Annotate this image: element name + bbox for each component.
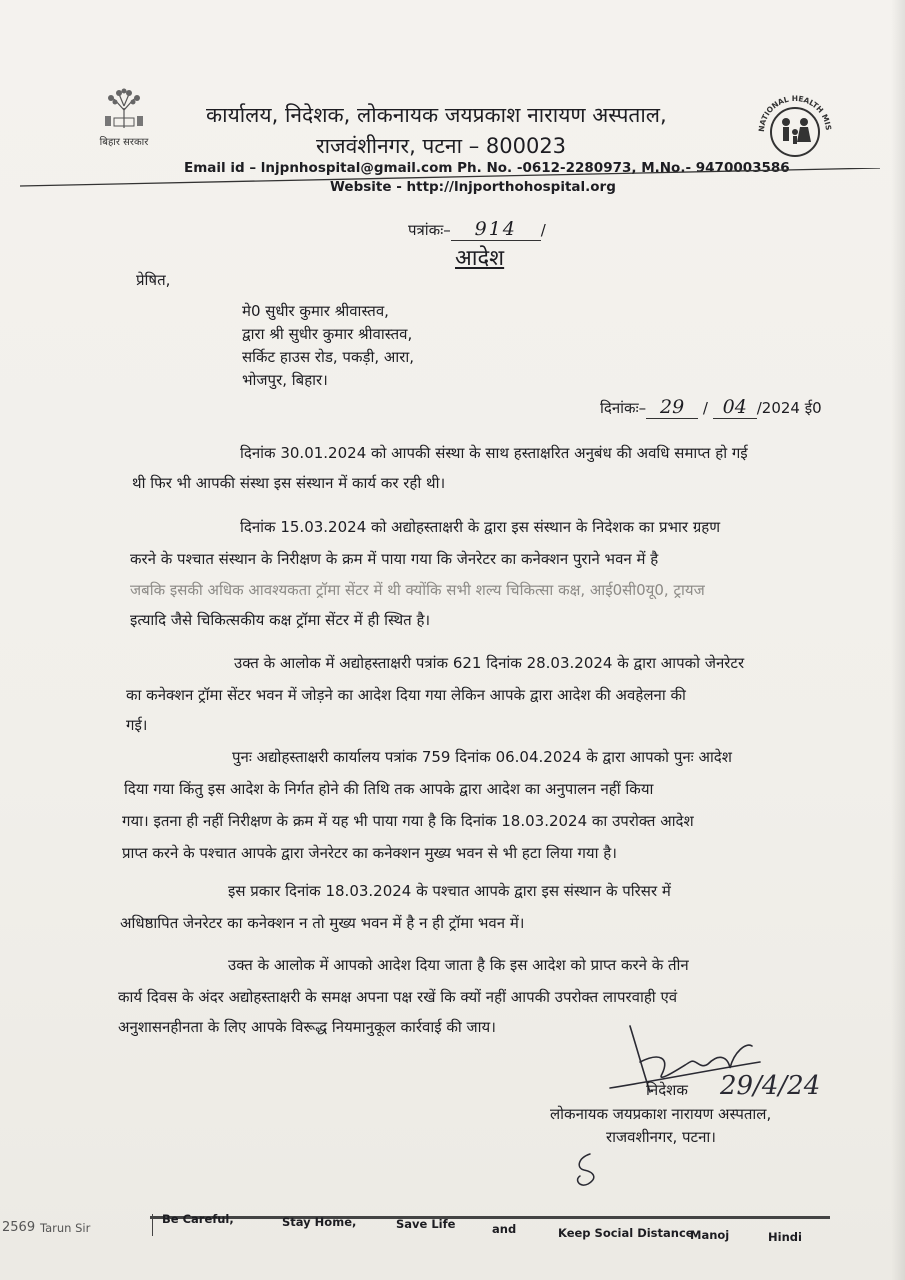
paragraph-line: करने के पश्चात संस्थान के निरीक्षण के क्रम में पाया गया कि जेनरेटर का कनेक्शन पुराने भवन में है xyxy=(130,550,659,568)
signature-date: 29/4/24 xyxy=(720,1071,821,1101)
reference-number xyxy=(408,218,546,241)
signatory-office: लोकनायक जयप्रकाश नारायण अस्पताल, xyxy=(550,1105,772,1123)
emblem-caption: बिहार सरकार xyxy=(99,137,149,148)
paragraph-line: इत्यादि जैसे चिकित्सकीय कक्ष ट्रॉमा सेंटर में ही स्थित है। xyxy=(130,611,431,629)
nhm-logo-text: NATIONAL HEALTH MIS xyxy=(756,93,833,133)
date-year: /2024 ई0 xyxy=(756,399,822,417)
paragraph-line: थी फिर भी आपकी संस्था इस संस्थान में कार्य कर रही थी। xyxy=(132,474,446,492)
date-day: 29 xyxy=(646,396,698,419)
website-line: Website - http://lnjporthohospital.org xyxy=(330,179,616,195)
paragraph-line: इस प्रकार दिनांक 18.03.2024 के पश्चात आपके द्वारा इस संस्थान के परिसर में xyxy=(228,882,671,900)
paragraph-line: दिनांक 15.03.2024 को अद्योहस्ताक्षरी के द्वारा इस संस्थान के निदेशक का प्रभार ग्रहण xyxy=(240,518,721,536)
footer-divider xyxy=(150,1216,830,1219)
reference-suffix: / xyxy=(540,221,546,239)
footer-number: 2569 xyxy=(2,1220,36,1235)
recipient-line: द्वारा श्री सुधीर कुमार श्रीवास्तव, xyxy=(242,325,413,343)
handwritten-signature xyxy=(600,1022,850,1112)
footer-and: and xyxy=(492,1222,517,1236)
to-label: प्रेषित, xyxy=(136,271,171,289)
footer-name1: Tarun Sir xyxy=(40,1221,91,1235)
bodhi-tree-icon xyxy=(101,88,147,132)
footer-slogan1: Be Careful, xyxy=(162,1212,234,1226)
signatory-title: निदेशक xyxy=(646,1081,688,1099)
footer-slogan3: Save Life xyxy=(396,1217,456,1231)
paragraph-line: कार्य दिवस के अंदर अद्योहस्ताक्षरी के समक्ष अपना पक्ष रखें कि क्यों नहीं आपकी उपरोक्त लापरवाही एवं xyxy=(118,988,678,1006)
nhm-logo xyxy=(752,86,838,172)
contact-line: Email id – lnjpnhospital@gmail.com Ph. No. -0612-2280973, M.No.- 9470003586 xyxy=(184,160,790,176)
paragraph-line: गया। इतना ही नहीं निरीक्षण के क्रम में यह भी पाया गया है कि दिनांक 18.03.2024 का उपरोक्त आदेश xyxy=(122,812,694,830)
footer-tick xyxy=(152,1214,153,1236)
footer-strip xyxy=(0,1208,905,1268)
paragraph-line: दिया गया किंतु इस आदेश के निर्गत होने की तिथि तक आपके द्वारा आदेश का अनुपालन नहीं किया xyxy=(124,780,654,798)
office-title-line2: राजवंशीनगर, पटना – 800023 xyxy=(316,134,567,158)
recipient-line: मे0 सुधीर कुमार श्रीवास्तव, xyxy=(242,302,389,320)
order-title: आदेश xyxy=(455,246,505,271)
paragraph-line: अधिष्ठापित जेनरेटर का कनेक्शन न तो मुख्य भवन में है न ही ट्रॉमा भवन में। xyxy=(120,914,525,932)
bihar-emblem-logo xyxy=(92,88,156,158)
recipient-line: भोजपुर, बिहार। xyxy=(242,371,328,389)
paragraph-line: गई। xyxy=(126,716,148,734)
paragraph-line: प्राप्त करने के पश्चात आपके द्वारा जेनरेटर का कनेक्शन मुख्य भवन से भी हटा लिया गया है। xyxy=(122,844,617,862)
paragraph-line: उक्त के आलोक में अद्योहस्ताक्षरी पत्रांक 621 दिनांक 28.03.2024 के द्वारा आपको जेनरेटर xyxy=(234,654,745,672)
footer-lang: Hindi xyxy=(768,1230,802,1244)
footer-slogan2: Stay Home, xyxy=(282,1215,357,1229)
reference-value: 914 xyxy=(451,218,541,241)
letter-date: दिनांकः– 29 / 04 /2024 ई0 xyxy=(600,396,822,418)
date-label: दिनांकः– xyxy=(600,399,647,417)
paragraph-line: पुनः अद्योहस्ताक्षरी कार्यालय पत्रांक 759 दिनांक 06.04.2024 के द्वारा आपको पुनः आदेश xyxy=(232,748,732,766)
handwritten-initial xyxy=(568,1148,608,1188)
paragraph-line: अनुशासनहीनता के लिए आपके विरूद्ध नियमानुकूल कार्रवाई की जाय। xyxy=(118,1018,496,1036)
paragraph-line: उक्त के आलोक में आपको आदेश दिया जाता है कि इस आदेश को प्राप्त करने के तीन xyxy=(228,956,689,974)
footer-slogan4: Keep Social Distance xyxy=(558,1226,694,1240)
footer-name2: Manoj xyxy=(690,1228,730,1242)
header-divider xyxy=(20,168,880,194)
reference-label: पत्रांकः– xyxy=(408,221,451,239)
paragraph-line: दिनांक 30.01.2024 को आपकी संस्था के साथ हस्ताक्षरित अनुबंध की अवधि समाप्त हो गई xyxy=(240,444,748,462)
signatory-address: राजवशीनगर, पटना। xyxy=(606,1128,716,1146)
office-title-line1: कार्यालय, निदेशक, लोकनायक जयप्रकाश नारायण अस्पताल, xyxy=(206,103,667,127)
recipient-line: सर्किट हाउस रोड, पकड़ी, आरा, xyxy=(242,348,415,366)
paragraph-line: जबकि इसकी अधिक आवश्यकता ट्रॉमा सेंटर में थी क्योंकि सभी शल्य चिकित्सा कक्ष, आई0सी0यू0, ट्रायज xyxy=(130,581,705,599)
paragraph-line: का कनेक्शन ट्रॉमा सेंटर भवन में जोड़ने का आदेश दिया गया लेकिन आपके द्वारा आदेश की अवहेलना की xyxy=(126,686,686,704)
date-month: 04 xyxy=(713,396,757,419)
